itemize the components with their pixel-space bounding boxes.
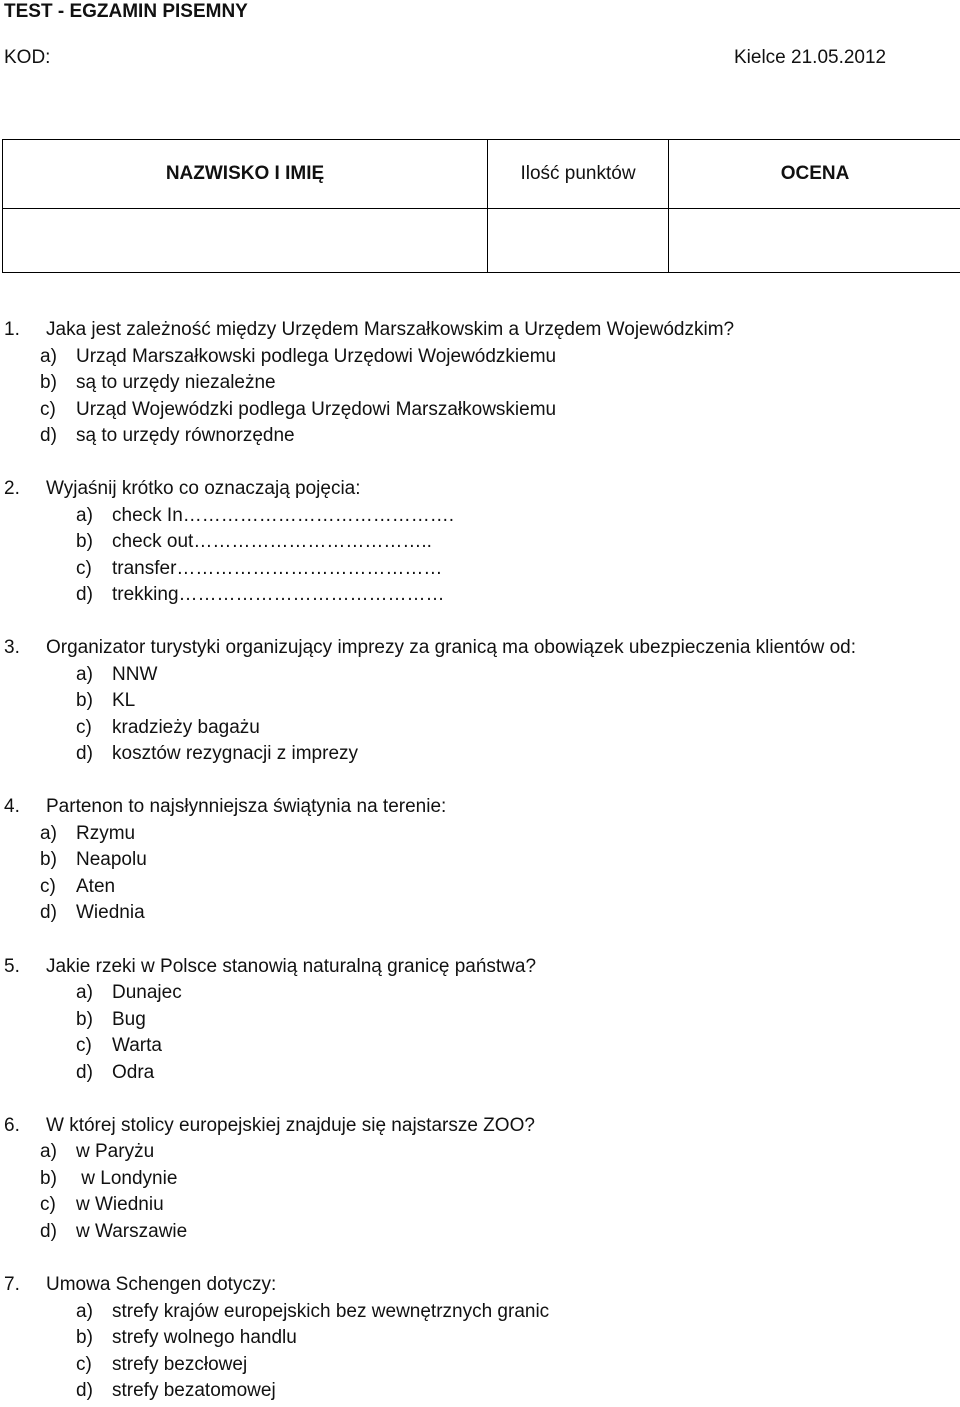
exam-title: TEST - EGZAMIN PISEMNY <box>4 1 248 22</box>
option-label: a) <box>40 1141 57 1162</box>
option-text: w Londynie <box>76 1168 178 1189</box>
question-text: Umowa Schengen dotyczy: <box>46 1274 277 1295</box>
q1-option-c <box>40 400 556 419</box>
question-text: W której stolicy europejskiej znajduje się najstarsze ZOO? <box>46 1115 535 1136</box>
q7-option-c <box>76 1355 247 1374</box>
question-number: 5. <box>4 956 20 977</box>
question-number: 2. <box>4 478 20 499</box>
option-text: strefy bezcłowej <box>112 1354 248 1375</box>
question-7 <box>4 1275 276 1294</box>
question-1 <box>4 320 734 339</box>
option-text: check In……………………………………. <box>112 505 455 526</box>
option-text: Urząd Marszałkowski podlega Urzędowi Wojewódzkiemu <box>76 346 557 367</box>
option-label: c) <box>76 558 92 579</box>
question-6 <box>4 1116 535 1135</box>
q7-option-b <box>76 1328 297 1347</box>
grade-cell[interactable] <box>669 209 960 273</box>
q5-option-c <box>76 1036 162 1055</box>
option-label: d) <box>76 1062 93 1083</box>
question-2 <box>4 479 361 498</box>
grade-table <box>2 139 960 273</box>
option-text: transfer…………………………………… <box>112 558 443 579</box>
q1-option-d <box>40 426 295 445</box>
q7-option-a <box>76 1302 549 1321</box>
question-4 <box>4 797 446 816</box>
q2-option-c <box>76 559 442 578</box>
question-text: Wyjaśnij krótko co oznaczają pojęcia: <box>46 478 361 499</box>
question-number: 1. <box>4 319 20 340</box>
option-text: Bug <box>112 1009 146 1030</box>
option-label: b) <box>76 531 93 552</box>
option-label: c) <box>40 399 56 420</box>
option-label: b) <box>76 1327 93 1348</box>
q1-option-b <box>40 373 276 392</box>
option-text: Rzymu <box>76 823 136 844</box>
q4-option-b <box>40 850 147 869</box>
q5-option-b <box>76 1010 146 1029</box>
points-column-header: Ilość punktów <box>488 140 669 209</box>
option-text: w Wiedniu <box>76 1194 164 1215</box>
option-text: NNW <box>112 664 158 685</box>
q3-option-a <box>76 665 157 684</box>
grade-table-header-row <box>3 140 960 209</box>
option-text: strefy bezatomowej <box>112 1380 276 1401</box>
option-label: d) <box>40 425 57 446</box>
option-text: Urząd Wojewódzki podlega Urzędowi Marszałkowskiemu <box>76 399 557 420</box>
q2-option-a <box>76 506 454 525</box>
q5-option-d <box>76 1063 154 1082</box>
option-text: Wiednia <box>76 902 145 923</box>
option-label: c) <box>40 1194 56 1215</box>
question-number: 3. <box>4 637 20 658</box>
kod-label: KOD: <box>4 47 51 68</box>
option-text: w Paryżu <box>76 1141 155 1162</box>
q2-option-b <box>76 532 432 551</box>
option-label: a) <box>76 505 93 526</box>
exam-date: Kielce 21.05.2012 <box>734 47 887 68</box>
option-label: b) <box>40 372 57 393</box>
option-label: d) <box>40 902 57 923</box>
option-text: kosztów rezygnacji z imprezy <box>112 743 359 764</box>
question-text: Jaka jest zależność między Urzędem Marszałkowskim a Urzędem Wojewódzkim? <box>46 319 735 340</box>
option-label: c) <box>76 717 92 738</box>
option-text: kradzieży bagażu <box>112 717 260 738</box>
question-5 <box>4 957 536 976</box>
option-label: d) <box>76 743 93 764</box>
option-label: c) <box>76 1354 92 1375</box>
option-label: a) <box>40 823 57 844</box>
question-text: Partenon to najsłynniejsza świątynia na terenie: <box>46 796 447 817</box>
question-number: 4. <box>4 796 20 817</box>
option-text: Dunajec <box>112 982 182 1003</box>
q6-option-c <box>40 1195 164 1214</box>
q6-option-d <box>40 1222 187 1241</box>
q3-option-b <box>76 691 135 710</box>
option-label: d) <box>76 584 93 605</box>
option-text: check out……………………………….. <box>112 531 432 552</box>
name-cell[interactable] <box>3 209 488 273</box>
question-text: Jakie rzeki w Polsce stanowią naturalną granicę państwa? <box>46 956 537 977</box>
option-label: a) <box>76 982 93 1003</box>
option-label: b) <box>40 849 57 870</box>
q4-option-a <box>40 824 135 843</box>
q4-option-d <box>40 903 145 922</box>
q4-option-c <box>40 877 115 896</box>
name-column-header: NAZWISKO I IMIĘ <box>3 140 488 209</box>
grade-table-entry-row <box>3 209 960 273</box>
option-text: Neapolu <box>76 849 147 870</box>
q6-option-a <box>40 1142 154 1161</box>
option-text: KL <box>112 690 136 711</box>
option-label: a) <box>40 346 57 367</box>
option-text: Warta <box>112 1035 162 1056</box>
option-text: Aten <box>76 876 116 897</box>
q7-option-d <box>76 1381 276 1400</box>
option-text: Odra <box>112 1062 155 1083</box>
question-3 <box>4 638 856 657</box>
question-number: 7. <box>4 1274 20 1295</box>
q1-option-a <box>40 347 556 366</box>
option-label: b) <box>76 690 93 711</box>
grade-column-header: OCENA <box>669 140 960 209</box>
q2-option-d <box>76 585 445 604</box>
option-label: d) <box>40 1221 57 1242</box>
question-text: Organizator turystyki organizujący imprezy za granicą ma obowiązek ubezpieczenia klientów od: <box>46 637 856 658</box>
q3-option-c <box>76 718 260 737</box>
option-label: c) <box>76 1035 92 1056</box>
option-text: są to urzędy niezależne <box>76 372 276 393</box>
option-text: strefy wolnego handlu <box>112 1327 297 1348</box>
q5-option-a <box>76 983 182 1002</box>
option-text: strefy krajów europejskich bez wewnętrznych granic <box>112 1301 550 1322</box>
option-label: a) <box>76 1301 93 1322</box>
question-number: 6. <box>4 1115 20 1136</box>
option-text: trekking…………………………………… <box>112 584 445 605</box>
option-label: d) <box>76 1380 93 1401</box>
option-label: a) <box>76 664 93 685</box>
option-text: są to urzędy równorzędne <box>76 425 295 446</box>
option-label: c) <box>40 876 56 897</box>
option-label: b) <box>40 1168 57 1189</box>
option-text: w Warszawie <box>76 1221 188 1242</box>
q6-option-b <box>40 1169 177 1188</box>
q3-option-d <box>76 744 358 763</box>
option-label: b) <box>76 1009 93 1030</box>
points-cell[interactable] <box>488 209 669 273</box>
